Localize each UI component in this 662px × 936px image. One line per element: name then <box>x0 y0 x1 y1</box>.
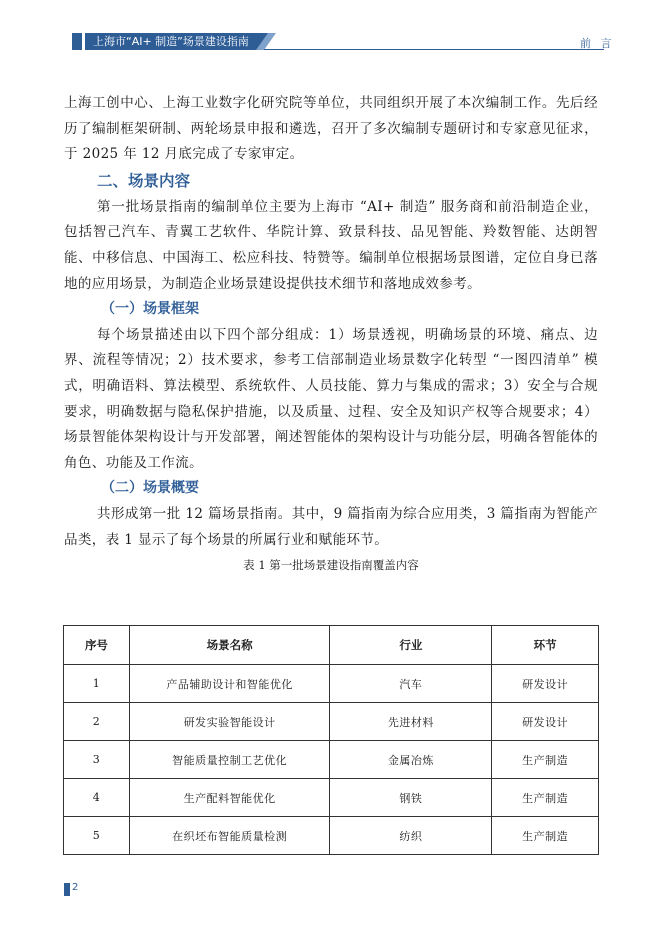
page-number: 2 <box>72 882 79 893</box>
page-header <box>0 0 662 60</box>
table-row <box>64 665 599 703</box>
cell-index: 1 <box>64 665 130 703</box>
cell-industry: 金属冶炼 <box>330 741 492 779</box>
table-row <box>64 703 599 741</box>
cell-stage: 研发设计 <box>492 703 599 741</box>
paragraph-units: 第一批场景指南的编制单位主要为上海市 “AI+ 制造” 服务商和前沿制造企业，包括智己汽车、青翼工艺软件、华院计算、致景科技、品见智能、羚数智能、达朗智能、中移信息、中国海工、松应科技、特赞等。编制单位根据场景图谱，定位自身已落地的应用场景，为制造企业场景建设提供技术细节和落地成效参考。 <box>64 198 598 292</box>
table-header-row <box>64 626 599 665</box>
cell-stage: 生产制造 <box>492 741 599 779</box>
cell-index: 5 <box>64 817 130 855</box>
subsection-heading-framework: （一）场景框架 <box>101 301 199 318</box>
cell-scenario: 在织坯布智能质量检测 <box>129 817 330 855</box>
paragraph-overview: 共形成第一批 12 篇场景指南。其中，9 篇指南为综合应用类，3 篇指南为智能产品类，表 1 显示了每个场景的所属行业和赋能环节。 <box>64 505 598 548</box>
cell-scenario: 智能质量控制工艺优化 <box>129 741 330 779</box>
table-row <box>64 779 599 817</box>
cell-industry: 纺织 <box>330 817 492 855</box>
subsection-heading-overview: （二）场景概要 <box>101 480 199 497</box>
header-marker <box>72 33 82 50</box>
cell-index: 3 <box>64 741 130 779</box>
cell-index: 2 <box>64 703 130 741</box>
section-title: 前 言 <box>580 37 615 50</box>
cell-industry: 汽车 <box>330 665 492 703</box>
page-number-marker <box>64 883 70 896</box>
cell-index: 4 <box>64 779 130 817</box>
column-header-scenario: 场景名称 <box>129 626 330 665</box>
paragraph-intro: 上海工创中心、上海工业数字化研究院等单位，共同组织开展了本次编制工作。先后经历了编制框架研制、两轮场景申报和遴选，召开了多次编制专题研讨和专家意见征求，于 2025 年 12 月底完成了专家审定。 <box>64 95 598 163</box>
header-rule <box>264 49 604 50</box>
cell-stage: 生产制造 <box>492 779 599 817</box>
paragraph-framework: 每个场景描述由以下四个部分组成：1）场景透视，明确场景的环境、痛点、边界、流程等情况；2）技术要求，参考工信部制造业场景数字化转型 “一图四清单” 模式，明确语料、算法模型、系统软件、人员技能、算力与集成的需求；3）安全与合规要求，明确数据与隐私保护措施，以及质量、过程、安全及知识产权等合规要求；4）场景智能体架构设计与开发部署，阐述智能体的架构设计与功能分层，明确各智能体的角色、功能及工作流。 <box>64 326 598 471</box>
cell-industry: 钢铁 <box>330 779 492 817</box>
cell-scenario: 产品辅助设计和智能优化 <box>129 665 330 703</box>
cell-industry: 先进材料 <box>330 703 492 741</box>
cell-scenario: 研发实验智能设计 <box>129 703 330 741</box>
cell-scenario: 生产配料智能优化 <box>129 779 330 817</box>
table-row <box>64 817 599 855</box>
cell-stage: 生产制造 <box>492 817 599 855</box>
section-heading: 二、场景内容 <box>97 171 191 190</box>
column-header-industry: 行业 <box>330 626 492 665</box>
column-header-stage: 环节 <box>492 626 599 665</box>
document-title: 上海市“AI+ 制造”场景建设指南 <box>93 35 249 48</box>
cell-stage: 研发设计 <box>492 665 599 703</box>
column-header-index: 序号 <box>64 626 130 665</box>
page-content <box>64 91 598 574</box>
scenario-table <box>63 625 599 855</box>
table-row <box>64 741 599 779</box>
table-caption: 表 1 第一批场景建设指南覆盖内容 <box>243 558 419 573</box>
